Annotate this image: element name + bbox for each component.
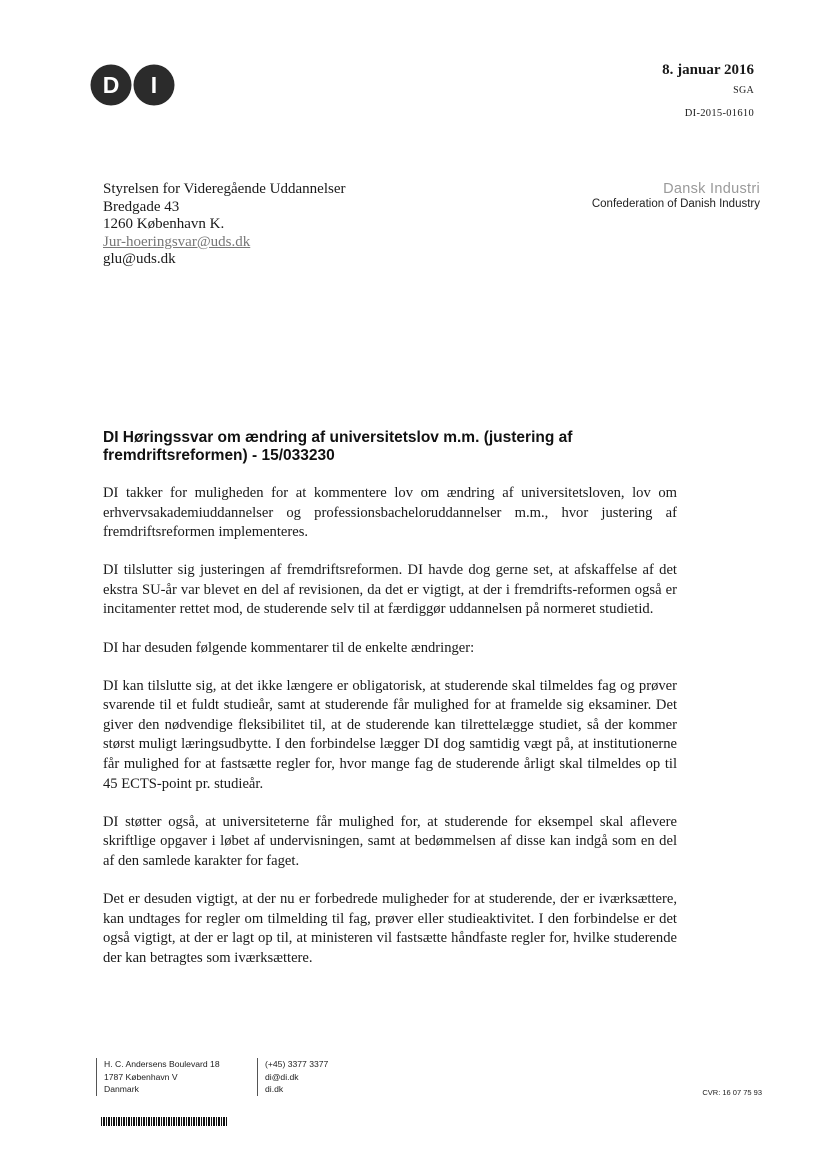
paragraph-2: DI tilslutter sig justeringen af fremdriftsreformen. DI havde dog gerne set, at afskaffelse af det ekstra SU-år var blevet en del af revisionen, da det er vigtigt, at der i fremdrifts-reformen også er incitamenter rettet mod, de studerende selv til at færdiggør uddannelsen på normeret studietid.	[103, 562, 677, 618]
di-logo	[90, 64, 176, 106]
footer-address-line-1: H. C. Andersens Boulevard 18	[104, 1059, 220, 1069]
footer-contact	[257, 1058, 328, 1096]
letter-body	[103, 484, 677, 987]
footer-address	[96, 1058, 220, 1096]
paragraph-1: DI takker for muligheden for at kommentere lov om ændring af universitetsloven, lov om erhvervsakademiuddannelser og professionsbacheloruddannelser m.m., hvor justering af fremdriftsreformen implementeres.	[103, 485, 677, 541]
letter-subject: DI Høringssvar om ændring af universitetslov m.m. (justering af fremdriftsreformen) - 15/033230	[103, 429, 573, 464]
footer-phone: (+45) 3377 3377	[265, 1059, 329, 1069]
footer-address-line-3: Danmark	[104, 1084, 139, 1094]
barcode	[101, 1117, 227, 1126]
recipient-line-3: 1260 København K.	[103, 216, 225, 232]
footer-email[interactable]: di@di.dk	[265, 1071, 299, 1082]
recipient-line-1: Styrelsen for Videregående Uddannelser	[103, 181, 346, 197]
letter-date: 8. januar 2016	[662, 62, 754, 78]
logo-letter-i: I	[150, 72, 158, 98]
footer-website[interactable]: di.dk	[265, 1084, 284, 1094]
paragraph-4: DI kan tilslutte sig, at det ikke længere er obligatorisk, at studerende skal tilmeldes fag og prøver svarende til et fuldt studieår, samt at studerende får mulighed for at framelde sig eksaminer. Det giver den nødvendige fleksibilitet til, at de studerende kan tilrettelægge studiet, så der kommer størst muligt læringsudbytte. I den forbindelse lægger DI dog samtidig vægt på, at institutionerne får mulighed for at fastsætte regler for, hvor mange fag de studerende årligt skal tilmeldes op til 45 ECTS-point pr. studieår.	[103, 677, 677, 792]
organization-subtitle: Confederation of Danish Industry	[591, 198, 760, 210]
footer-cvr: CVR: 16 07 75 93	[702, 1088, 762, 1097]
recipient-line-2: Bredgade 43	[103, 198, 180, 215]
organization-block	[592, 181, 760, 210]
footer-address-line-2: 1787 København V	[104, 1071, 178, 1082]
logo-letter-d: D	[102, 72, 120, 98]
recipient-email-2: glu@uds.dk	[103, 251, 176, 267]
paragraph-3: DI har desuden følgende kommentarer til de enkelte ændringer:	[103, 639, 475, 656]
paragraph-5: DI støtter også, at universiteterne får mulighed for, at studerende for eksempel skal aflevere skriftlige opgaver i løbet af undervisningen, samt at bedømmelsen af disse kan indgå som en del af den samlede karakter for faget.	[103, 813, 677, 869]
sender-initials: SGA	[733, 85, 754, 96]
reference-number: DI-2015-01610	[684, 108, 754, 119]
recipient-email-link[interactable]: Jur-hoeringsvar@uds.dk	[103, 233, 251, 250]
paragraph-6: Det er desuden vigtigt, at der nu er forbedrede muligheder for at studerende, der er iværksættere, kan undtages for regler om tilmelding til fag, prøver eller studieaktivitet. I den forbindelse er det også vigtigt, at der er lagt op til, at ministeren vil fastsætte håndfaste regler for, hvilke studerende der kan betragtes som iværksættere.	[103, 891, 677, 966]
organization-name: Dansk Industri	[663, 181, 760, 197]
recipient-address	[103, 181, 345, 269]
